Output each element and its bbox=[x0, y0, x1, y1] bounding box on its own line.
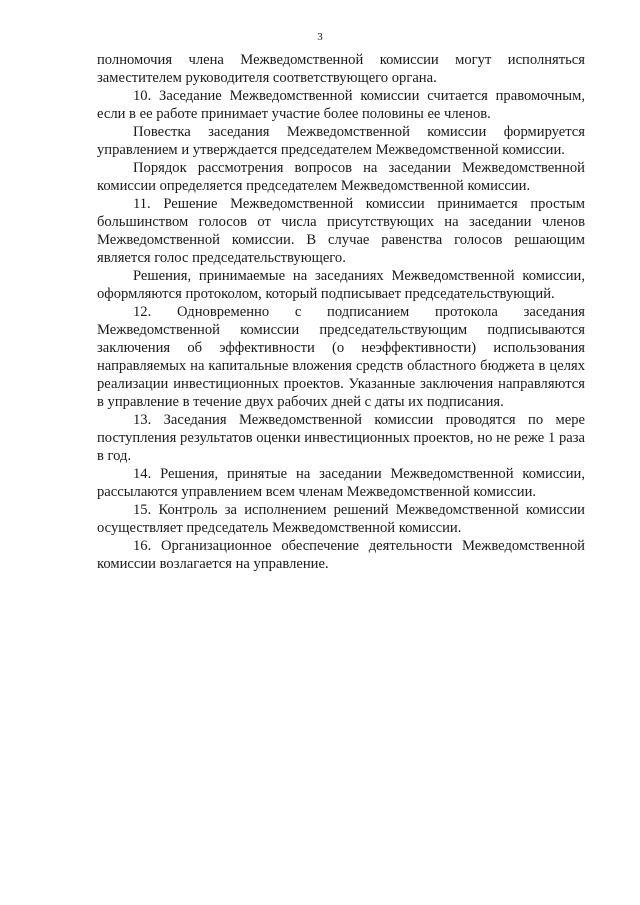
paragraph-item-12: 12. Одновременно с подписанием протокола заседания Межведомственной комиссии председательствующим подписываются заключения об эффективности (о неэффективности) использования направляемых на капитальные вложения средств областного бюджета в целях реализации инвестиционных проектов. Указанные заключения направляются в управление в течение двух рабочих дней с даты их подписания. bbox=[97, 304, 585, 410]
paragraph-item-16: 16. Организационное обеспечение деятельности Межведомственной комиссии возлагается на управление. bbox=[97, 538, 585, 572]
paragraph-item-15: 15. Контроль за исполнением решений Межведомственной комиссии осуществляет председатель Межведомственной комиссии. bbox=[97, 502, 585, 536]
paragraph-item-11: 11. Решение Межведомственной комиссии принимается простым большинством голосов от числа присутствующих на заседании членов Межведомственной комиссии. В случае равенства голосов решающим является голос председательствующего. bbox=[97, 196, 585, 266]
paragraph-item-13: 13. Заседания Межведомственной комиссии проводятся по мере поступления результатов оценки инвестиционных проектов, но не реже 1 раза в год. bbox=[97, 412, 585, 464]
paragraph-item-10: 10. Заседание Межведомственной комиссии считается правомочным, если в ее работе принимает участие более половины ее членов. bbox=[97, 88, 585, 122]
paragraph-agenda: Повестка заседания Межведомственной комиссии формируется управлением и утверждается председателем Межведомственной комиссии. bbox=[97, 124, 585, 158]
paragraph-procedure: Порядок рассмотрения вопросов на заседании Межведомственной комиссии определяется председателем Межведомственной комиссии. bbox=[97, 160, 585, 194]
page-number: 3 bbox=[317, 31, 323, 43]
paragraph-item-14: 14. Решения, принятые на заседании Межведомственной комиссии, рассылаются управлением всем членам Межведомственной комиссии. bbox=[97, 466, 585, 500]
paragraph-protocol: Решения, принимаемые на заседаниях Межведомственной комиссии, оформляются протоколом, который подписывает председательствующий. bbox=[97, 268, 585, 302]
paragraph-continuation: полномочия члена Межведомственной комиссии могут исполняться заместителем руководителя соответствующего органа. bbox=[97, 52, 585, 86]
document-body bbox=[97, 51, 585, 573]
